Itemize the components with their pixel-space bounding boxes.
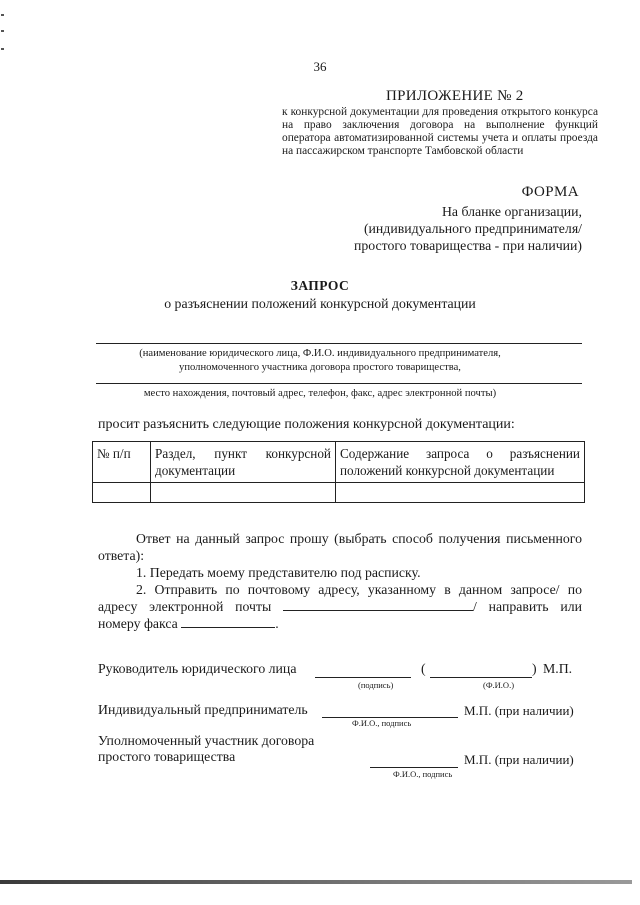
page-number: 36 — [313, 59, 327, 74]
head-signature-line[interactable] — [315, 677, 411, 678]
request-table — [92, 441, 585, 503]
form-label: ФОРМА — [521, 184, 579, 200]
ip-stamp-label: М.П. (при наличии) — [464, 703, 574, 718]
request-statement: просит разъяснить следующие положения конкурсной документации: — [98, 417, 515, 432]
applicant-address-line[interactable] — [96, 383, 582, 384]
head-stamp-label: М.П. — [543, 661, 573, 676]
ip-caption: Ф.И.О., подпись — [352, 718, 412, 728]
applicant-name-line[interactable] — [96, 343, 582, 344]
partner-label-line-1: Уполномоченный участник договора — [98, 733, 315, 748]
head-name-line[interactable] — [430, 677, 532, 678]
table-row — [93, 483, 585, 503]
partner-label-line-2: простого товарищества — [98, 749, 236, 764]
head-name-caption: (Ф.И.О.) — [483, 680, 515, 690]
letterhead-line: На бланке организации, — [441, 204, 582, 219]
option2-text-a: 2. Отправить по почтовому адресу, указанному в данном запросе/ по адресу электронной почты — [98, 582, 582, 614]
caption-line: (наименование юридического лица, Ф.И.О. индивидуального предпринимателя, — [139, 348, 501, 359]
header-content: Содержание запроса о разъяснении положений конкурсной документации — [336, 442, 585, 483]
letterhead-line: (индивидуального предпринимателя/ — [363, 221, 582, 236]
paren-close: ) — [532, 661, 537, 676]
partner-caption: Ф.И.О., подпись — [393, 769, 453, 779]
email-field[interactable] — [283, 598, 473, 611]
address-caption: место нахождения, почтовый адрес, телефон, факс, адрес электронной почты) — [143, 388, 497, 399]
letterhead-line: простого товарищества - при наличии) — [353, 238, 582, 253]
table-cell[interactable] — [93, 483, 151, 503]
form-letterhead-note — [354, 203, 582, 254]
option2-text-b: / направить или номеру факса — [98, 599, 582, 631]
partner-stamp-label: М.П. (при наличии) — [464, 752, 574, 767]
header-section: Раздел, пункт конкурсной документации — [151, 442, 336, 483]
table-header-row — [93, 442, 585, 483]
fax-field[interactable] — [181, 615, 275, 628]
head-sign-caption: (подпись) — [358, 680, 394, 690]
head-signature-label: Руководитель юридического лица — [98, 661, 297, 676]
caption-line: уполномоченного участника договора простого товарищества, — [179, 362, 461, 373]
request-title: ЗАПРОС — [290, 278, 350, 293]
header-number: № п/п — [93, 442, 151, 483]
scan-bottom-edge — [0, 880, 632, 884]
appendix-title: ПРИЛОЖЕНИЕ № 2 — [386, 88, 524, 104]
answer-option-1: 1. Передать моему представителю под расписку. — [136, 565, 421, 580]
table-cell[interactable] — [151, 483, 336, 503]
appendix-description: к конкурсной документации для проведения открытого конкурса на право заключения договора на выполнение функций оператора автоматизированной системы учета и оплаты проезда на пассажирском транспорте Тамбовской области — [282, 106, 598, 157]
applicant-caption — [0, 347, 640, 375]
answer-intro: Ответ на данный запрос прошу (выбрать способ получения письменного ответа): — [98, 531, 582, 563]
request-subtitle: о разъяснении положений конкурсной документации — [164, 296, 476, 311]
paren-open: ( — [421, 661, 426, 676]
ip-signature-label: Индивидуальный предприниматель — [98, 702, 308, 717]
answer-option-2 — [98, 581, 582, 632]
table-cell[interactable] — [336, 483, 585, 503]
option2-end: . — [275, 616, 279, 631]
partner-signature-line[interactable] — [370, 767, 458, 768]
